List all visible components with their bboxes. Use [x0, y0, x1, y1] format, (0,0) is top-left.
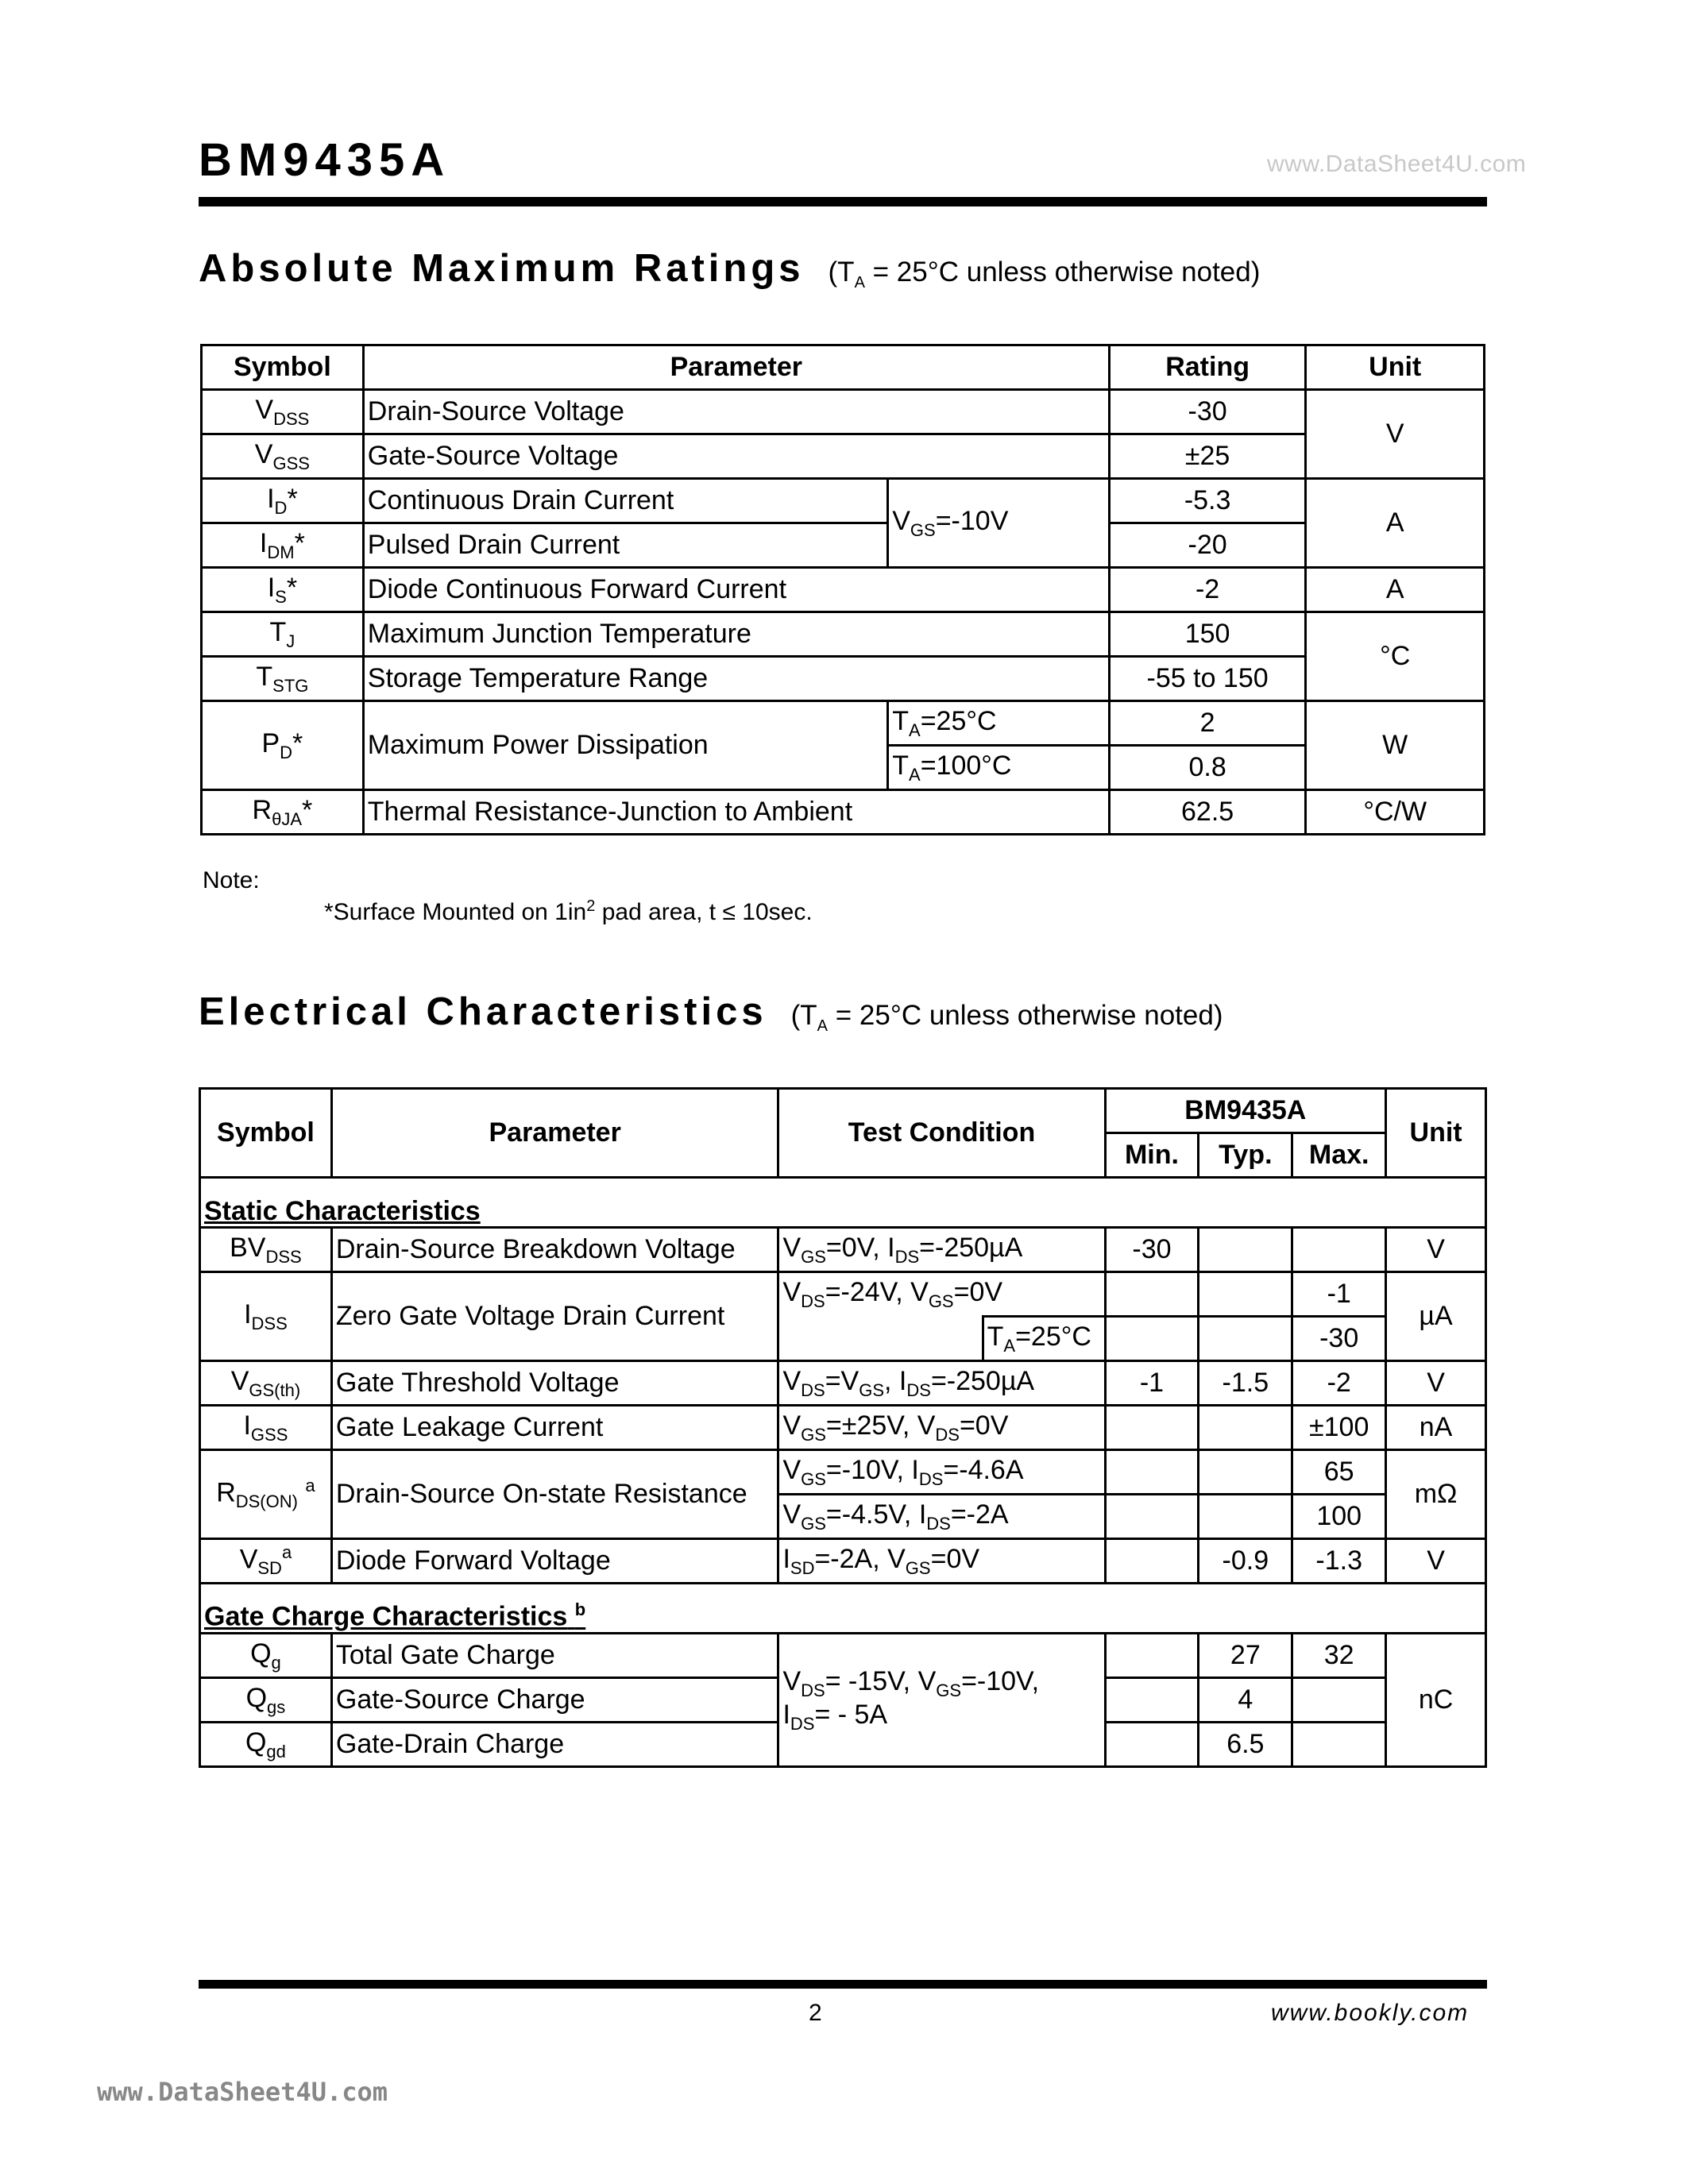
max-cell: [1292, 1228, 1386, 1272]
test-condition-cell: $V_{GS}=-4.5V$, $I_{DS}=-2A$: [778, 1495, 1105, 1539]
unit-cell: V: [1306, 390, 1485, 479]
footer-rule: [199, 1980, 1487, 1989]
table-header-row: [202, 345, 1485, 390]
table-row: [202, 568, 1485, 612]
max-cell: -1.3: [1292, 1539, 1386, 1584]
test-condition-cell: $V_{GS}=0V$, $I_{DS}=-250\mu A$: [778, 1228, 1105, 1272]
test-condition-cell: $T_A=25^\circ C$: [983, 1317, 1105, 1361]
watermark-bottom: www.DataSheet4U.com: [97, 2077, 388, 2107]
col-unit: Unit: [1306, 345, 1485, 390]
parameter-cell: Gate-Drain Charge: [331, 1723, 778, 1767]
static-characteristics-heading: Static Characteristics: [200, 1178, 1486, 1228]
table-row: [202, 790, 1485, 835]
min-cell: [1105, 1634, 1199, 1678]
col-parameter: Parameter: [331, 1089, 778, 1178]
condition-cell: $V_{GS}=-10V$: [888, 479, 1110, 568]
table-header-row: [200, 1089, 1486, 1133]
rating-cell: 150: [1109, 612, 1306, 657]
condition-cell: $T_A=100^\circ C$: [888, 746, 1110, 790]
col-min: Min.: [1105, 1133, 1199, 1178]
header-rule: [199, 197, 1487, 206]
parameter-cell: Continuous Drain Current: [363, 479, 887, 523]
page-number: 2: [809, 2000, 822, 2026]
symbol-cell: $V_{DSS}$: [202, 390, 364, 434]
table-row: [200, 1361, 1486, 1406]
typ-cell: [1199, 1317, 1292, 1361]
symbol-cell: $I_{GSS}$: [200, 1406, 332, 1450]
table-row: [202, 434, 1485, 479]
unit-cell: V: [1386, 1228, 1486, 1272]
rating-cell: ±25: [1109, 434, 1306, 479]
table-row: [202, 390, 1485, 434]
typ-cell: [1199, 1450, 1292, 1495]
max-cell: [1292, 1723, 1386, 1767]
max-cell: 65: [1292, 1450, 1386, 1495]
symbol-cell: $V_{GS(th)}$: [200, 1361, 332, 1406]
col-symbol: Symbol: [200, 1089, 332, 1178]
rating-cell: -5.3: [1109, 479, 1306, 523]
col-unit: Unit: [1386, 1089, 1486, 1178]
typ-cell: -0.9: [1199, 1539, 1292, 1584]
elec-heading: Electrical Characteristics: [199, 990, 767, 1033]
typ-cell: 27: [1199, 1634, 1292, 1678]
parameter-cell: Diode Continuous Forward Current: [363, 568, 1109, 612]
col-rating: Rating: [1109, 345, 1306, 390]
symbol-cell: $Q_{gd}$: [200, 1723, 332, 1767]
min-cell: [1105, 1723, 1199, 1767]
rating-cell: -2: [1109, 568, 1306, 612]
abs-max-table: [200, 344, 1485, 835]
test-condition-blank: [778, 1317, 983, 1361]
min-cell: [1105, 1317, 1199, 1361]
table-row: [200, 1450, 1486, 1495]
unit-cell: °C/W: [1306, 790, 1485, 835]
max-cell: ±100: [1292, 1406, 1386, 1450]
unit-cell: nC: [1386, 1634, 1486, 1767]
abs-max-heading: Absolute Maximum Ratings: [199, 247, 805, 290]
note-text: *Surface Mounted on $1in^2$ pad area, t ≤ 10sec.: [324, 897, 813, 925]
max-cell: [1292, 1678, 1386, 1723]
footer-url: www.bookly.com: [1271, 2000, 1470, 2026]
col-part-number: BM9435A: [1105, 1089, 1386, 1133]
parameter-cell: Drain-Source Voltage: [363, 390, 1109, 434]
symbol-cell: $V_{GSS}$: [202, 434, 364, 479]
parameter-cell: Drain-Source On-state Resistance: [331, 1450, 778, 1539]
table-row: [200, 1272, 1486, 1317]
typ-cell: [1199, 1495, 1292, 1539]
note-label: Note:: [203, 867, 260, 893]
parameter-cell: Maximum Junction Temperature: [363, 612, 1109, 657]
symbol-cell: $I_{DSS}$: [200, 1272, 332, 1361]
min-cell: [1105, 1406, 1199, 1450]
min-cell: [1105, 1678, 1199, 1723]
condition-cell: $T_A=25^\circ C$: [888, 701, 1110, 746]
symbol-cell: $T_J$: [202, 612, 364, 657]
parameter-cell: Drain-Source Breakdown Voltage: [331, 1228, 778, 1272]
min-cell: [1105, 1450, 1199, 1495]
symbol-cell: $P_D*$: [202, 701, 364, 790]
test-condition-cell: $V_{DS}=-24V$, $V_{GS}=0V$: [778, 1272, 1105, 1317]
symbol-cell: $I_S*$: [202, 568, 364, 612]
elec-title: [199, 990, 1223, 1036]
col-typ: Typ.: [1199, 1133, 1292, 1178]
unit-cell: °C: [1306, 612, 1485, 701]
typ-cell: [1199, 1406, 1292, 1450]
typ-cell: -1.5: [1199, 1361, 1292, 1406]
unit-cell: µA: [1386, 1272, 1486, 1361]
col-max: Max.: [1292, 1133, 1386, 1178]
gate-charge-heading: Gate Charge Characteristics $^b$: [200, 1584, 1486, 1634]
symbol-cell: $R_{DS(ON)}$ $^a$: [200, 1450, 332, 1539]
unit-cell: mΩ: [1386, 1450, 1486, 1539]
elec-condition: ($T_A = 25^\circ C$ unless otherwise noted): [790, 1000, 1223, 1035]
max-cell: -1: [1292, 1272, 1386, 1317]
col-test-condition: Test Condition: [778, 1089, 1105, 1178]
rating-cell: 62.5: [1109, 790, 1306, 835]
col-parameter: Parameter: [363, 345, 1109, 390]
table-row: [202, 701, 1485, 746]
min-cell: [1105, 1539, 1199, 1584]
max-cell: 100: [1292, 1495, 1386, 1539]
parameter-cell: Zero Gate Voltage Drain Current: [331, 1272, 778, 1361]
typ-cell: 6.5: [1199, 1723, 1292, 1767]
test-condition-cell: $I_{SD}=-2A$, $V_{GS}=0V$: [778, 1539, 1105, 1584]
parameter-cell: Maximum Power Dissipation: [363, 701, 887, 790]
parameter-cell: Diode Forward Voltage: [331, 1539, 778, 1584]
section-row: [200, 1178, 1486, 1228]
col-symbol: Symbol: [202, 345, 364, 390]
rating-cell: 2: [1109, 701, 1306, 746]
test-condition-cell: $V_{GS}=-10V$, $I_{DS}=-4.6A$: [778, 1450, 1105, 1495]
abs-max-condition: ($T_A = 25^\circ C$ unless otherwise noted): [828, 257, 1261, 291]
max-cell: 32: [1292, 1634, 1386, 1678]
typ-cell: 4: [1199, 1678, 1292, 1723]
table-row: [202, 657, 1485, 701]
max-cell: -2: [1292, 1361, 1386, 1406]
test-condition-cell: $V_{DS}= -15V$, $V_{GS}=-10V$, $I_{DS}= - 5A$: [778, 1634, 1105, 1767]
rating-cell: -30: [1109, 390, 1306, 434]
rating-cell: -55 to 150: [1109, 657, 1306, 701]
typ-cell: [1199, 1228, 1292, 1272]
symbol-cell: $T_{STG}$: [202, 657, 364, 701]
table-row: [200, 1406, 1486, 1450]
unit-cell: A: [1306, 479, 1485, 568]
symbol-cell: $Q_g$: [200, 1634, 332, 1678]
table-row: [202, 479, 1485, 523]
parameter-cell: Gate-Source Charge: [331, 1678, 778, 1723]
symbol-cell: $I_D*$: [202, 479, 364, 523]
unit-cell: V: [1386, 1361, 1486, 1406]
abs-max-title: [199, 246, 1260, 292]
section-row: [200, 1584, 1486, 1634]
parameter-cell: Pulsed Drain Current: [363, 523, 887, 568]
test-condition-cell: $V_{DS}=V_{GS}$, $I_{DS}=-250\mu A$: [778, 1361, 1105, 1406]
unit-cell: W: [1306, 701, 1485, 790]
min-cell: -30: [1105, 1228, 1199, 1272]
document-title: BM9435A: [199, 134, 451, 186]
symbol-cell: $R_{\theta JA}*$: [202, 790, 364, 835]
table-row: [202, 612, 1485, 657]
symbol-cell: $V_{SD}^a$: [200, 1539, 332, 1584]
elec-table: [199, 1087, 1487, 1768]
typ-cell: [1199, 1272, 1292, 1317]
min-cell: -1: [1105, 1361, 1199, 1406]
rating-cell: -20: [1109, 523, 1306, 568]
test-condition-cell: $V_{GS}=\pm 25V$, $V_{DS}=0V$: [778, 1406, 1105, 1450]
max-cell: -30: [1292, 1317, 1386, 1361]
unit-cell: nA: [1386, 1406, 1486, 1450]
symbol-cell: $Q_{gs}$: [200, 1678, 332, 1723]
parameter-cell: Gate Leakage Current: [331, 1406, 778, 1450]
unit-cell: V: [1386, 1539, 1486, 1584]
watermark-top: www.DataSheet4U.com: [1267, 151, 1527, 177]
table-row: [200, 1634, 1486, 1678]
parameter-cell: Total Gate Charge: [331, 1634, 778, 1678]
rating-cell: 0.8: [1109, 746, 1306, 790]
min-cell: [1105, 1272, 1199, 1317]
parameter-cell: Gate Threshold Voltage: [331, 1361, 778, 1406]
table-row: [202, 523, 1485, 568]
symbol-cell: $I_{DM}*$: [202, 523, 364, 568]
symbol-cell: $BV_{DSS}$: [200, 1228, 332, 1272]
parameter-cell: Gate-Source Voltage: [363, 434, 1109, 479]
unit-cell: A: [1306, 568, 1485, 612]
parameter-cell: Thermal Resistance-Junction to Ambient: [363, 790, 1109, 835]
table-row: [200, 1228, 1486, 1272]
table-row: [200, 1539, 1486, 1584]
min-cell: [1105, 1495, 1199, 1539]
parameter-cell: Storage Temperature Range: [363, 657, 1109, 701]
